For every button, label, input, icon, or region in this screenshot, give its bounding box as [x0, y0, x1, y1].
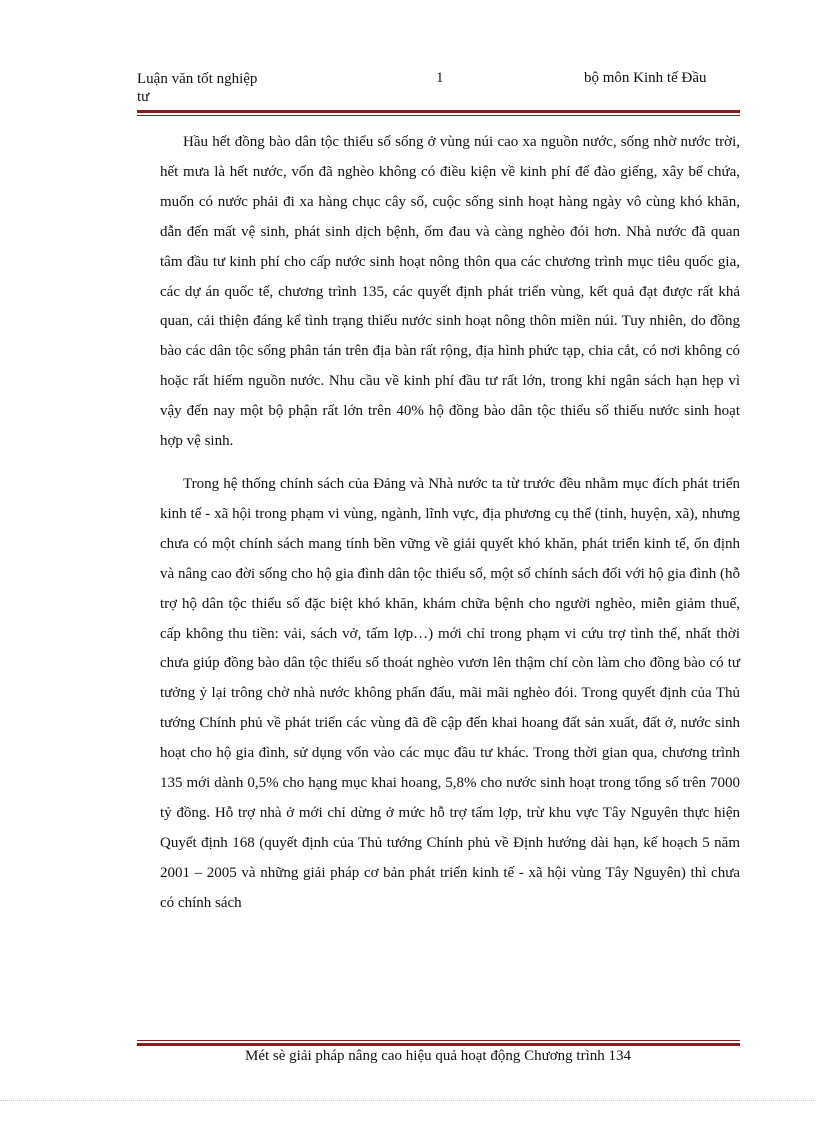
paragraph-policy: Trong hệ thống chính sách của Đảng và Nhà nước ta từ trước đều nhằm mục đích phát triển kinh tế - xã hội trong phạm vi vùng, ngành, lĩnh vực, địa phương cụ thể (tỉnh, huyện, xã), nhưng chưa có một chính sách mang tính bền vững về giải quyết khó khăn, phát triển kinh tế, ổn định và nâng cao đời sống cho hộ gia đình dân tộc thiểu số, một số chính sách đối với hộ gia đình (hỗ trợ hộ dân tộc thiểu số đặc biệt khó khăn, khám chữa bệnh cho người nghèo, miễn giảm thuế, cấp không thu tiền: vải, sách vở, tấm lợp…) mới chỉ trong phạm vi cứu trợ tình thế, nhất thời chưa giúp đồng bào dân tộc thiểu số thoát nghèo vươn lên thậm chí còn làm cho đồng bào có tư tưởng ỷ lại trông chờ nhà nước không phấn đấu, mãi mãi nghèo đói. Trong quyết định của Thủ tướng Chính phủ về phát triển các vùng đã đề cập đến khai hoang đất sản xuất, đất ở, nước sinh hoạt cho hộ gia đình, sử dụng vốn vào các mục đầu tư khác. Trong thời gian qua, chương trình 135 mới dành 0,5% cho hạng mục khai hoang, 5,8% cho nước sinh hoạt trong tổng số trên 7000 tỷ đồng. Hỗ trợ nhà ở mới chỉ dừng ở mức hỗ trợ tấm lợp, trừ khu vực Tây Nguyên thực hiện Quyết định 168 (quyết định của Thủ tướng Chính phủ về Định hướng dài hạn, kế hoạch 5 năm 2001 – 2005 và những giải pháp cơ bản phát triển kinh tế - xã hội vùng Tây Nguyên) thì chưa có chính sách: [160, 475, 740, 911]
header-divider: [137, 110, 740, 116]
page-boundary-line: [0, 1100, 816, 1101]
page-footer: [0, 1048, 816, 1065]
header-department-label: bộ môn Kinh tế Đầu: [584, 70, 707, 86]
header-thesis-label-wrap: tư: [137, 89, 150, 105]
document-body: [160, 128, 740, 919]
paragraph-water-supply: Hầu hết đồng bào dân tộc thiểu số sống ở vùng núi cao xa nguồn nước, sống nhờ nước trời, hết mưa là hết nước, vốn đã nghèo không có điều kiện về kinh phí để đào giếng, xây bể chứa, muốn có nước phải đi xa hàng chục cây số, cuộc sống sinh hoạt hàng ngày vô cùng khó khăn, dẫn đến mất vệ sinh, phát sinh dịch bệnh, ốm đau và càng nghèo đói hơn. Nhà nước đã quan tâm đầu tư kinh phí cho cấp nước sinh hoạt nông thôn qua các chương trình mục tiêu quốc gia, các dự án quốc tế, chương trình 135, các quyết định phát triển vùng, kết quả đạt được rất khả quan, cải thiện đáng kể tình trạng thiếu nước sinh hoạt nông thôn miền núi. Tuy nhiên, do đồng bào các dân tộc sống phân tán trên địa bàn rất rộng, địa hình phức tạp, chia cắt, có nơi không có hoặc rất hiếm nguồn nước. Nhu cầu về kinh phí đầu tư rất lớn, trong khi ngân sách hạn hẹp vì vậy đến nay một bộ phận rất lớn trên 40% hộ đồng bào dân tộc thiểu số thiếu nước sinh hoạt hợp vệ sinh.: [160, 134, 740, 450]
footer-divider: [137, 1040, 740, 1046]
header-thesis-label: Luận văn tốt nghiệp: [137, 71, 258, 87]
page-number: 1: [436, 70, 444, 86]
footer-title: Mét sè giải pháp nâng cao hiệu quả hoạt động Chương trình 134: [245, 1048, 631, 1064]
